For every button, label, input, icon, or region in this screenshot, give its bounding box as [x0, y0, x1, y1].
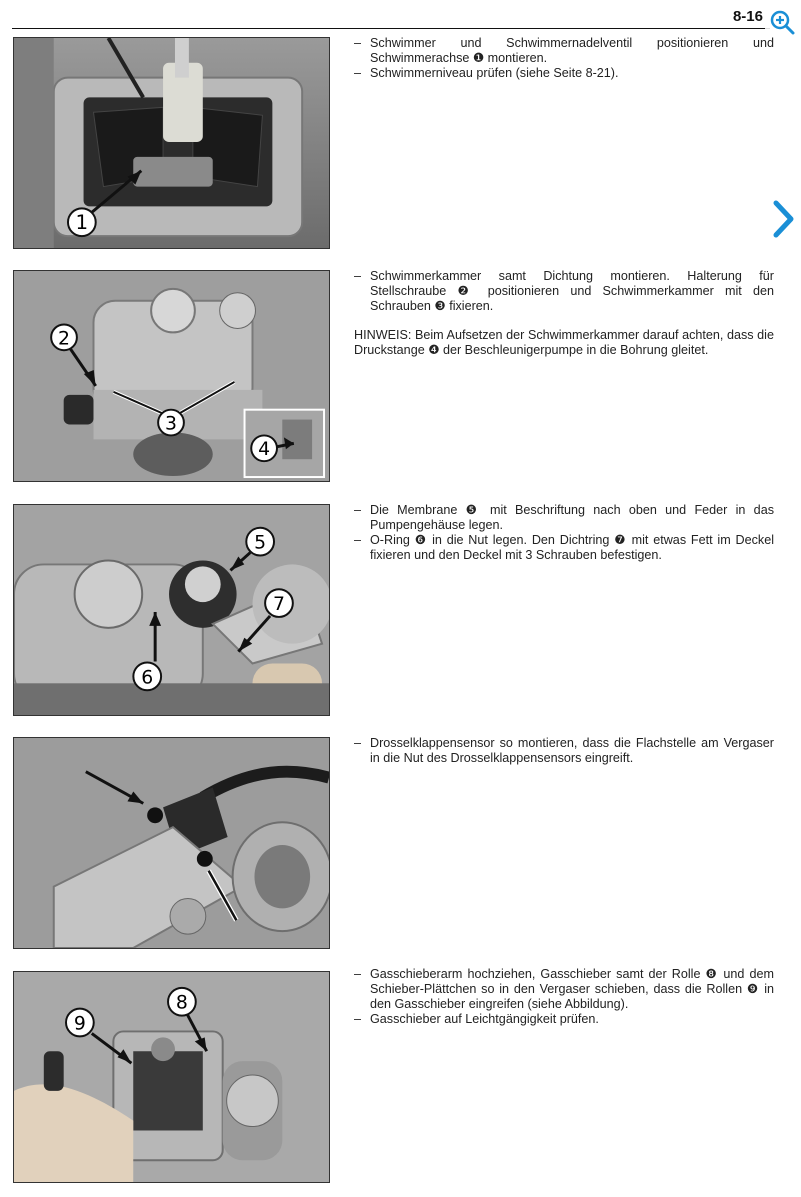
- callout-overlay: [14, 38, 329, 248]
- photo-float-chamber: [13, 270, 330, 482]
- page-number: 8-16: [732, 8, 763, 25]
- instruction-step: – Schwimmerkammer samt Dichtung montieren. Halterung für Stellschraube ❷ positionieren und Schwimmerkammer mit den Schrauben ❸ fixieren.: [354, 269, 774, 313]
- instruction-step: – Schwimmerniveau prüfen (siehe Seite 8-21).: [354, 66, 619, 80]
- section-1-text: [354, 36, 774, 81]
- instruction-step: – Gasschieber auf Leichtgängigkeit prüfen.: [354, 1012, 599, 1026]
- photo-accelerator-pump: [13, 504, 330, 716]
- callout-8: 8: [175, 992, 188, 1014]
- callout-4: 4: [258, 439, 271, 461]
- section-5-text: [354, 967, 774, 1027]
- photo-float-assembly: [13, 37, 330, 249]
- instruction-step: – Drosselklappensensor so montieren, dass die Flachstelle am Vergaser in die Nut des Drosselklappensensors eingreift.: [354, 736, 774, 765]
- callout-2: 2: [58, 328, 71, 350]
- callout-7: 7: [272, 594, 285, 615]
- instruction-step: – O-Ring ❻ in die Nut legen. Den Dichtring ❼ mit etwas Fett im Deckel fixieren und den Deckel mit 3 Schrauben befestigen.: [354, 533, 774, 562]
- photo-throttle-slide: [13, 971, 330, 1183]
- instruction-step: – Schwimmer und Schwimmernadelventil positionieren und Schwimmerachse ❶ montieren.: [354, 36, 774, 65]
- zoom-button[interactable]: [765, 4, 799, 40]
- zoom-in-icon: [769, 9, 795, 35]
- header-rule: [12, 28, 770, 29]
- section-3-text: [354, 503, 774, 563]
- callout-1: 1: [75, 211, 89, 235]
- note-text: HINWEIS: Beim Aufsetzen der Schwimmerkammer darauf achten, dass die Druckstange ❹ der Beschleunigerpumpe in die Bohrung gleitet.: [354, 328, 774, 357]
- chevron-right-icon: [771, 199, 795, 239]
- photo-throttle-sensor: [13, 737, 330, 949]
- callout-overlay: [14, 738, 329, 948]
- callout-overlay: [14, 271, 329, 481]
- section-4-text: [354, 736, 774, 766]
- callout-overlay: [14, 505, 329, 715]
- section-2-text: [354, 269, 774, 358]
- next-page-button[interactable]: [769, 196, 797, 242]
- callout-overlay: [14, 972, 329, 1182]
- instruction-step: – Gasschieberarm hochziehen, Gasschieber samt der Rolle ❽ und dem Schieber-Plättchen so in den Vergaser schieben, dass die Rollen ❾ in den Gasschieber eingreifen (siehe Abbildung).: [354, 967, 774, 1011]
- callout-6: 6: [141, 667, 154, 689]
- callout-3: 3: [165, 413, 177, 435]
- callout-5: 5: [254, 532, 267, 554]
- callout-9: 9: [73, 1013, 86, 1035]
- instruction-step: – Die Membrane ❺ mit Beschriftung nach oben und Feder in das Pumpengehäuse legen.: [354, 503, 774, 532]
